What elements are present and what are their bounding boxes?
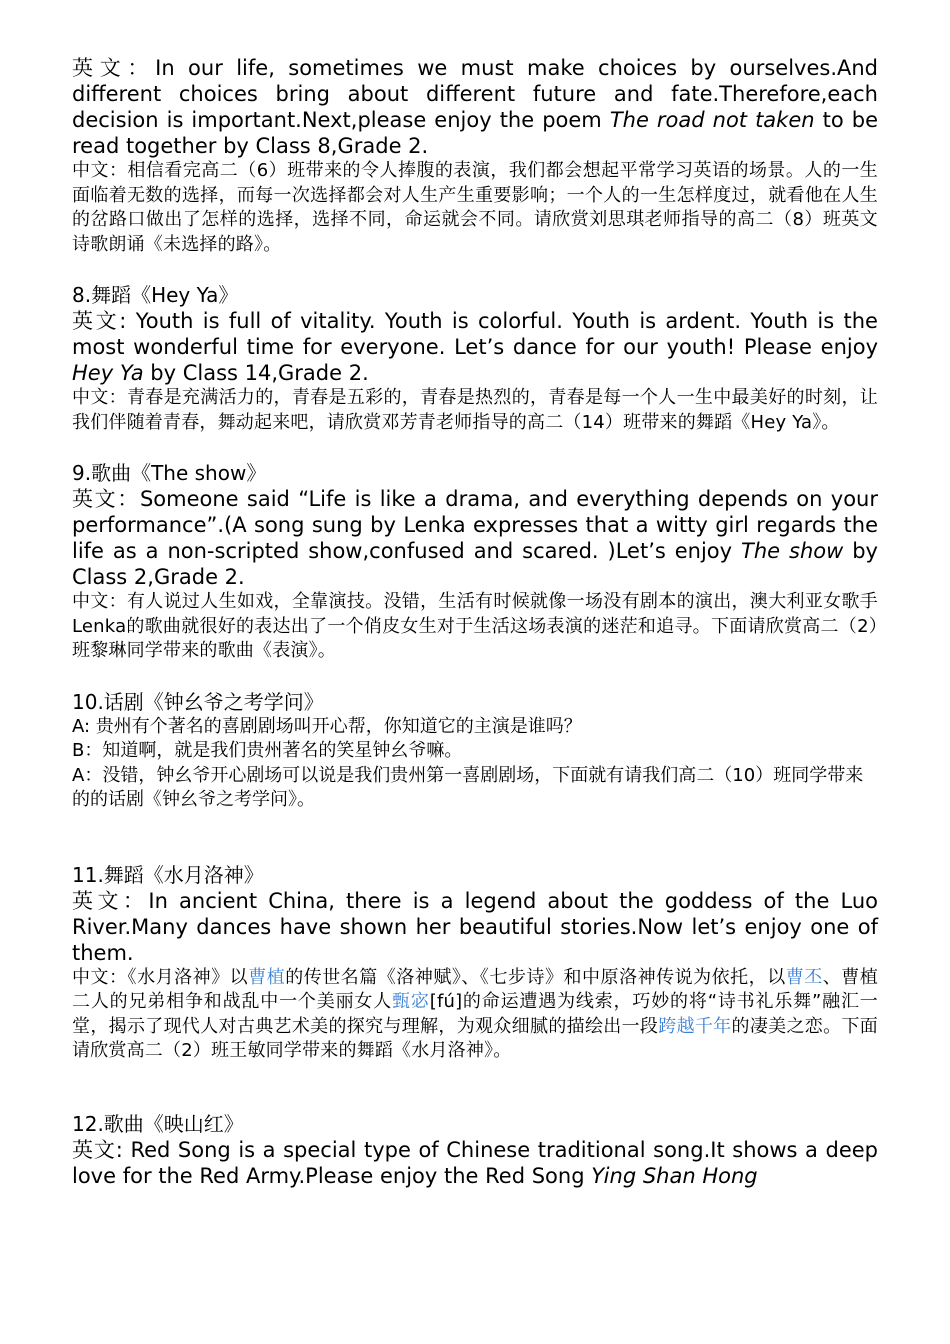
english-text: Red Song is a special type of Chinese traditional song.It shows a deep love for the Red Army.Please enjoy the Red Song xyxy=(72,1137,878,1188)
song-title: The show xyxy=(741,539,844,563)
english-label: 英文： xyxy=(72,888,149,913)
english-text: by Class 14,Grade 2. xyxy=(143,361,369,385)
english-label: 英文: xyxy=(72,1137,131,1162)
program-title-10: 10.话剧《钟幺爷之考学问》 xyxy=(72,689,324,714)
chinese-text: 、曹植二人的兄弟相争和战乱中一个美丽女人 xyxy=(72,966,879,1012)
dance-title: Hey Ya xyxy=(72,361,144,385)
english-text: by Class 2,Grade 2. xyxy=(72,539,878,589)
program-title-12: 12.歌曲《映山红》 xyxy=(72,1111,244,1136)
english-text: In our life, sometimes we must make choices by ourselves.And different choices bring about different future and fate.Therefore,each decision is important.Next,please enjoy the poem xyxy=(72,56,878,132)
program-title-8: 8.舞蹈《Hey Ya》 xyxy=(72,283,239,307)
english-label: 英文: xyxy=(72,309,136,333)
chinese-text: 中文：《水月洛神》以 xyxy=(72,966,249,988)
item8-english-paragraph xyxy=(72,308,878,386)
program-title-9: 9.歌曲《The show》 xyxy=(72,461,267,485)
english-label: 英文： xyxy=(72,487,140,511)
hyperlink-kua-yue-qian-nian[interactable]: 跨越千年 xyxy=(658,1015,732,1037)
item9-chinese-paragraph: 中文：有人说过人生如戏，全靠演技。没错，生活有时候就像一场没有剧本的演出，澳大利亚女歌手Lenka的歌曲就很好的表达出了一个俏皮女生对于生活这场表演的迷茫和追寻。下面请欣赏高二（2）班黎琳同学带来的歌曲《表演》。 xyxy=(72,591,878,661)
item8-chinese-paragraph: 中文：青春是充满活力的，青春是五彩的，青春是热烈的，青春是每一个人一生中最美好的时刻，让我们伴随着青春，舞动起来吧，请欣赏邓芳青老师指导的高二（14）班带来的舞蹈《Hey Ya》。 xyxy=(72,387,878,433)
english-label: 英文： xyxy=(72,56,156,80)
document-page xyxy=(72,55,878,1189)
english-text: Youth is full of vitality. Youth is colorful. Youth is ardent. Youth is the most wonderful time for everyone. Let’s dance for our youth! Please enjoy xyxy=(72,309,878,359)
english-text: Someone said “Life is like a drama, and everything depends on your performance”.(A song sung by Lenka expresses that a witty girl regards the life as a non-scripted show,confused and scared. )Let’s enjoy xyxy=(72,487,879,563)
dialogue-line-a: A: 贵州有个著名的喜剧剧场叫开心帮，你知道它的主演是谁吗？ xyxy=(72,715,582,737)
english-text: to be read together by Class 8,Grade 2. xyxy=(72,108,878,158)
song-title: Ying Shan Hong xyxy=(591,1163,758,1188)
dialogue-line-b: B：知道啊，就是我们贵州著名的笑星钟幺爷嘛。 xyxy=(72,740,463,761)
item12-english-paragraph xyxy=(72,1137,878,1189)
dialogue-line-a: A：没错，钟幺爷开心剧场可以说是我们贵州第一喜剧剧场，下面就有请我们高二（10）班同学带来的的话剧《钟幺爷之考学问》。 xyxy=(72,764,864,810)
chinese-text: 的凄美之恋。下面请欣赏高二（2）班王敏同学带来的舞蹈《水月洛神》。 xyxy=(72,1015,878,1061)
item9-english-paragraph xyxy=(72,486,878,590)
intro-english-paragraph xyxy=(72,55,878,159)
hyperlink-zhen-mi[interactable]: 甄宓 xyxy=(392,991,430,1012)
chinese-text: [fú]的命运遭遇为线索，巧妙的将“诗书礼乐舞”融汇一堂，揭示了现代人对古典艺术美的探究与理解，为观众细腻的描绘出一段 xyxy=(72,991,878,1037)
hyperlink-cao-zhi[interactable]: 曹植 xyxy=(248,966,286,988)
hyperlink-cao-pi[interactable]: 曹丕 xyxy=(785,966,823,988)
poem-title: The road not taken xyxy=(609,108,815,132)
item11-english-paragraph xyxy=(72,888,878,966)
program-title-11: 11.舞蹈《水月洛神》 xyxy=(72,862,264,887)
item11-chinese-paragraph xyxy=(72,966,878,1064)
english-text: In ancient China, there is a legend about the goddess of the Luo River.Many dances have shown her beautiful stories.Now let’s enjoy one of them. xyxy=(72,888,879,965)
chinese-text: 的传世名篇《洛神赋》、《七步诗》和中原洛神传说为依托，以 xyxy=(285,966,786,988)
intro-chinese-paragraph: 中文：相信看完高二（6）班带来的令人捧腹的表演，我们都会想起平常学习英语的场景。人的一生面临着无数的选择，而每一次选择都会对人生产生重要影响；一个人的一生怎样度过，就看他在人生的岔路口做出了怎样的选择，选择不同，命运就会不同。请欣赏刘思琪老师指导的高二（8）班英文诗歌朗诵《未选择的路》。 xyxy=(72,160,878,255)
